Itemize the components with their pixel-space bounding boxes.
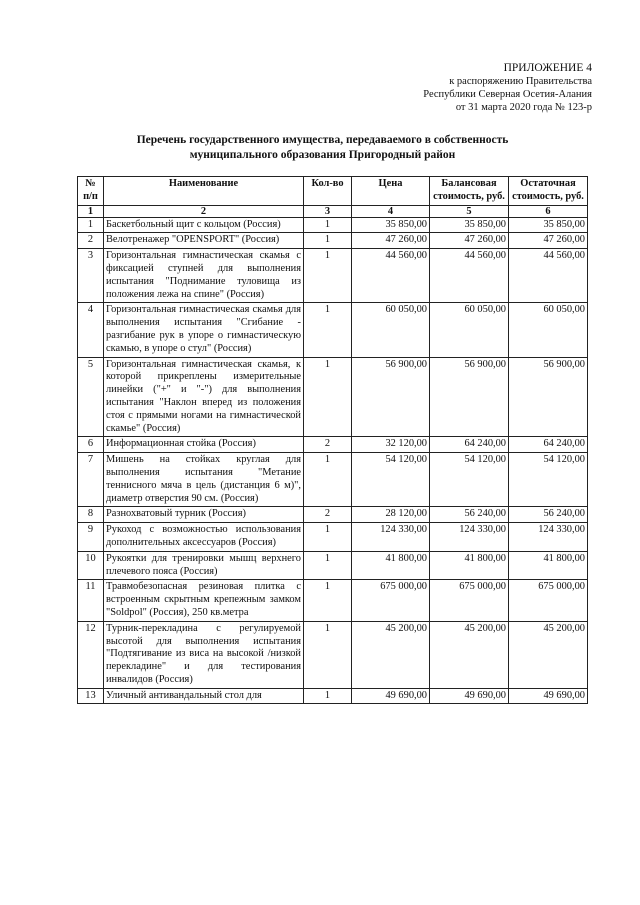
header-qty: Кол-во [304,177,352,206]
item-price: 41 800,00 [352,551,430,580]
item-price: 56 900,00 [352,357,430,437]
item-quantity: 1 [304,217,352,233]
row-number: 7 [78,453,104,507]
item-price: 675 000,00 [352,580,430,621]
table-row [78,233,588,249]
item-balance-value: 45 200,00 [430,621,509,688]
appendix-ref-authority: Республики Северная Осетия-Алания [423,89,592,100]
item-balance-value: 60 050,00 [430,303,509,357]
item-balance-value: 124 330,00 [430,523,509,552]
item-residual-value: 49 690,00 [509,688,588,704]
item-name: Рукоход с возможностью использования дополнительных аксессуаров (Россия) [104,523,304,552]
item-balance-value: 47 260,00 [430,233,509,249]
row-number: 13 [78,688,104,704]
item-balance-value: 56 900,00 [430,357,509,437]
item-balance-value: 675 000,00 [430,580,509,621]
title-line-2: муниципального образования Пригородный район [189,149,456,161]
table-row [78,621,588,688]
item-price: 32 120,00 [352,437,430,453]
appendix-header [300,62,592,114]
item-quantity: 1 [304,233,352,249]
item-balance-value: 64 240,00 [430,437,509,453]
item-residual-value: 47 260,00 [509,233,588,249]
item-residual-value: 35 850,00 [509,217,588,233]
item-balance-value: 49 690,00 [430,688,509,704]
row-number: 9 [78,523,104,552]
table-row [78,523,588,552]
table-row [78,453,588,507]
item-residual-value: 64 240,00 [509,437,588,453]
table-row [78,357,588,437]
header-num: № п/п [78,177,104,206]
item-quantity: 1 [304,580,352,621]
item-quantity: 1 [304,453,352,507]
item-balance-value: 35 850,00 [430,217,509,233]
table-row [78,551,588,580]
appendix-ref-line: к распоряжению Правительства [449,76,592,87]
item-residual-value: 45 200,00 [509,621,588,688]
table-row [78,303,588,357]
item-residual-value: 54 120,00 [509,453,588,507]
item-price: 49 690,00 [352,688,430,704]
item-name: Горизонтальная гимнастическая скамья для выполнения испытания "Сгибание - разгибание рук в упоре о гимнастическую скамью, в упоре о стул" (Россия) [104,303,304,357]
item-name: Баскетбольный щит с кольцом (Россия) [104,217,304,233]
table-row [78,249,588,303]
column-index: 5 [430,205,509,217]
item-price: 35 850,00 [352,217,430,233]
table-row [78,437,588,453]
item-name: Травмобезопасная резиновая плитка с встроенным скрытным крепежным замком "Soldpol" (Россия), 250 кв.метра [104,580,304,621]
item-quantity: 1 [304,688,352,704]
item-quantity: 1 [304,357,352,437]
column-index: 4 [352,205,430,217]
item-price: 124 330,00 [352,523,430,552]
table-row [78,688,588,704]
header-residual: Остаточная стоимость, руб. [509,177,588,206]
row-number: 6 [78,437,104,453]
item-quantity: 1 [304,249,352,303]
appendix-ref-date: от 31 марта 2020 года № 123-р [455,102,592,113]
item-name: Горизонтальная гимнастическая скамья с фиксацией ступней для выполнения испытания "Поднимание туловища из положения лежа на спине" (Россия) [104,249,304,303]
table-header-row [78,177,588,206]
item-price: 47 260,00 [352,233,430,249]
row-number: 4 [78,303,104,357]
item-residual-value: 44 560,00 [509,249,588,303]
header-price: Цена [352,177,430,206]
row-number: 5 [78,357,104,437]
table-row [78,580,588,621]
item-residual-value: 124 330,00 [509,523,588,552]
row-number: 1 [78,217,104,233]
item-quantity: 1 [304,523,352,552]
item-balance-value: 56 240,00 [430,507,509,523]
item-name: Уличный антивандальный стол для [104,688,304,704]
column-index-row [78,205,588,217]
item-name: Мишень на стойках круглая для выполнения испытания "Метание теннисного мяча в цель (дистанция 6 м)", диаметр отверстия 90 см. (Россия) [104,453,304,507]
item-price: 54 120,00 [352,453,430,507]
column-index: 3 [304,205,352,217]
item-residual-value: 56 240,00 [509,507,588,523]
row-number: 12 [78,621,104,688]
header-balance: Балансовая стоимость, руб. [430,177,509,206]
appendix-number: ПРИЛОЖЕНИЕ 4 [503,62,592,74]
row-number: 10 [78,551,104,580]
item-balance-value: 41 800,00 [430,551,509,580]
table-row [78,217,588,233]
item-name: Горизонтальная гимнастическая скамья, к которой прикреплены измерительные линейки ("+" и "-") для выполнения испытания "Наклон вперед из положения стоя с прямыми ногами на гимнастической скамье" (Россия) [104,357,304,437]
item-price: 45 200,00 [352,621,430,688]
item-quantity: 2 [304,437,352,453]
item-quantity: 2 [304,507,352,523]
item-name: Велотренажер "OPENSPORT" (Россия) [104,233,304,249]
property-table [77,176,588,704]
item-residual-value: 41 800,00 [509,551,588,580]
item-residual-value: 56 900,00 [509,357,588,437]
item-quantity: 1 [304,551,352,580]
row-number: 11 [78,580,104,621]
item-price: 28 120,00 [352,507,430,523]
header-name: Наименование [104,177,304,206]
item-name: Рукоятки для тренировки мышц верхнего плечевого пояса (Россия) [104,551,304,580]
item-residual-value: 675 000,00 [509,580,588,621]
item-name: Разнохватовый турник (Россия) [104,507,304,523]
column-index: 6 [509,205,588,217]
table-row [78,507,588,523]
item-balance-value: 44 560,00 [430,249,509,303]
row-number: 8 [78,507,104,523]
item-price: 44 560,00 [352,249,430,303]
title-line-1: Перечень государственного имущества, передаваемого в собственность [136,134,509,146]
item-name: Турник-перекладина с регулируемой высотой для выполнения испытания "Подтягивание из виса на высокой /низкой перекладине" и для тестирования инвалидов (Россия) [104,621,304,688]
item-quantity: 1 [304,303,352,357]
item-residual-value: 60 050,00 [509,303,588,357]
document-title [60,133,585,163]
column-index: 1 [78,205,104,217]
item-quantity: 1 [304,621,352,688]
item-balance-value: 54 120,00 [430,453,509,507]
row-number: 3 [78,249,104,303]
table-body [78,205,588,704]
item-name: Информационная стойка (Россия) [104,437,304,453]
column-index: 2 [104,205,304,217]
item-price: 60 050,00 [352,303,430,357]
row-number: 2 [78,233,104,249]
